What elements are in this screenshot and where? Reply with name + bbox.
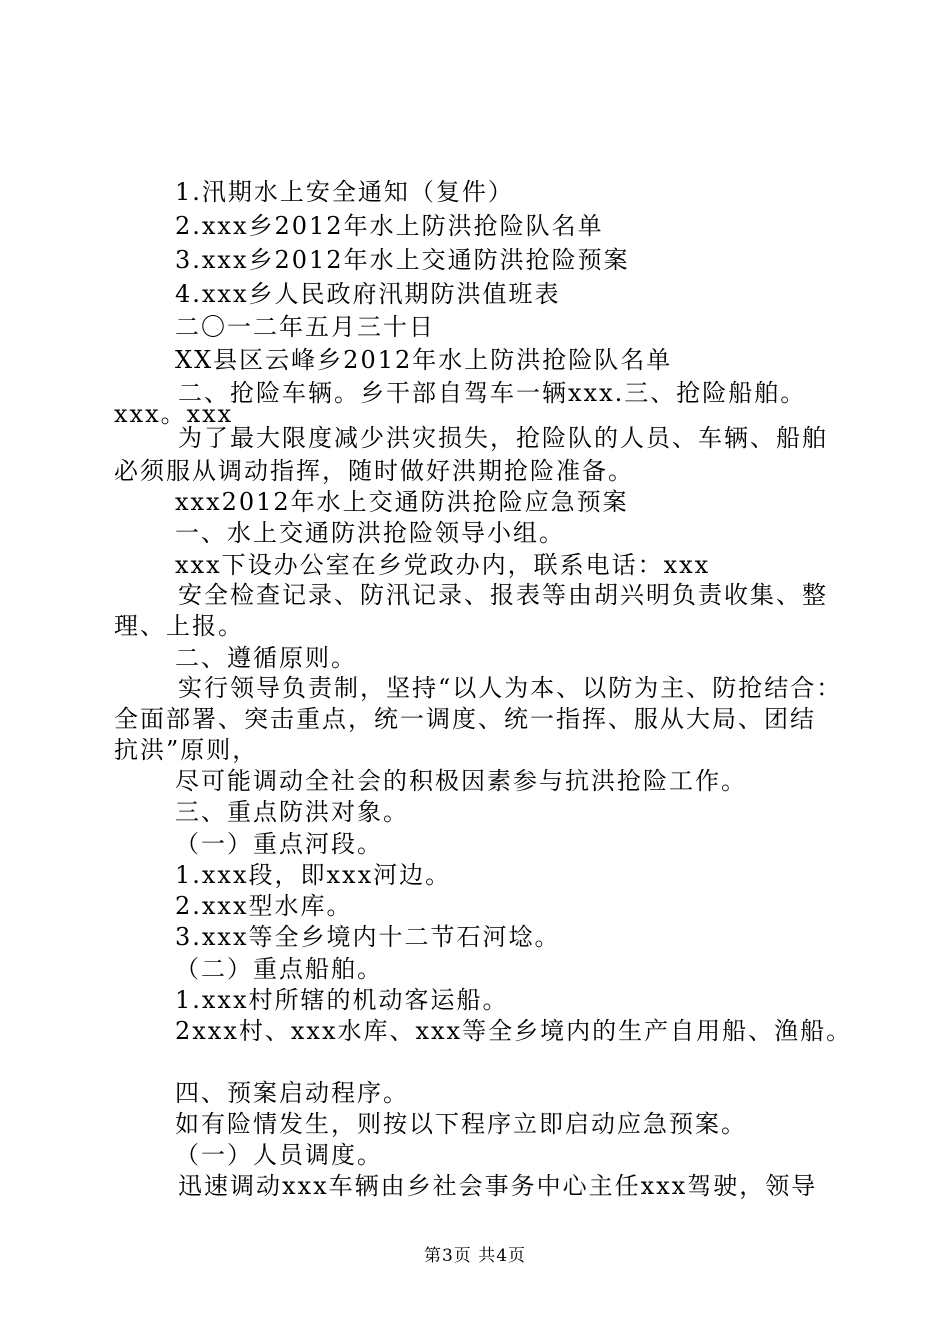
text-line: 2xxx村、xxx水库、xxx等全乡境内的生产自用船、渔船。 xyxy=(175,1017,853,1045)
text-line: 为了最大限度减少洪灾损失，抢险队的人员、车辆、船舶 xyxy=(178,424,828,452)
text-line: 必须服从调动指挥，随时做好洪期抢险准备。 xyxy=(114,457,634,485)
page-footer: 第3页 共4页 xyxy=(423,1246,527,1266)
text-line: （一）重点河段。 xyxy=(175,830,383,858)
text-line: xxx2012年水上交通防洪抢险应急预案 xyxy=(175,488,629,516)
text-line: 二、抢险车辆。乡干部自驾车一辆xxx.三、抢险船舶。 xyxy=(178,379,807,407)
text-line: 四、预案启动程序。 xyxy=(175,1079,409,1107)
text-line: 抗洪”原则， xyxy=(114,736,259,764)
text-line: 2.xxx型水库。 xyxy=(175,892,353,920)
text-line: 三、重点防洪对象。 xyxy=(175,798,409,826)
text-line: 实行领导负责制，坚持“以人为本、以防为主、防抢结合： xyxy=(178,674,843,702)
text-line: 一、水上交通防洪抢险领导小组。 xyxy=(175,519,565,547)
text-line: xxx下设办公室在乡党政办内，联系电话：xxx xyxy=(175,551,711,579)
text-line: 安全检查记录、防汛记录、报表等由胡兴明负责收集、整 xyxy=(178,581,828,609)
text-line: 2.xxx乡2012年水上防洪抢险队名单 xyxy=(175,212,604,240)
text-line: 尽可能调动全社会的积极因素参与抗洪抢险工作。 xyxy=(175,767,747,795)
text-line: 如有险情发生，则按以下程序立即启动应急预案。 xyxy=(175,1110,747,1138)
text-line: （二）重点船舶。 xyxy=(175,955,383,983)
text-line: 迅速调动xxx车辆由乡社会事务中心主任xxx驾驶，领导 xyxy=(178,1172,818,1200)
text-line: xxx。xxx xyxy=(114,400,234,428)
text-line: 1.汛期水上安全通知（复件） xyxy=(175,178,514,206)
text-line: （一）人员调度。 xyxy=(175,1141,383,1169)
text-line: 全面部署、突击重点，统一调度、统一指挥、服从大局、团结 xyxy=(114,705,816,733)
text-line: 3.xxx等全乡境内十二节石河埝。 xyxy=(175,923,561,951)
text-line: 1.xxx段，即xxx河边。 xyxy=(175,861,452,889)
text-line: 二、遵循原则。 xyxy=(175,644,357,672)
text-line: 二〇一二年五月三十日 xyxy=(175,313,435,341)
text-line: 4.xxx乡人民政府汛期防洪值班表 xyxy=(175,280,561,308)
text-line: 3.xxx乡2012年水上交通防洪抢险预案 xyxy=(175,246,630,274)
text-line: 1.xxx村所辖的机动客运船。 xyxy=(175,986,509,1014)
text-line: 理、上报。 xyxy=(114,612,244,640)
text-line: XX县区云峰乡2012年水上防洪抢险队名单 xyxy=(175,346,673,374)
